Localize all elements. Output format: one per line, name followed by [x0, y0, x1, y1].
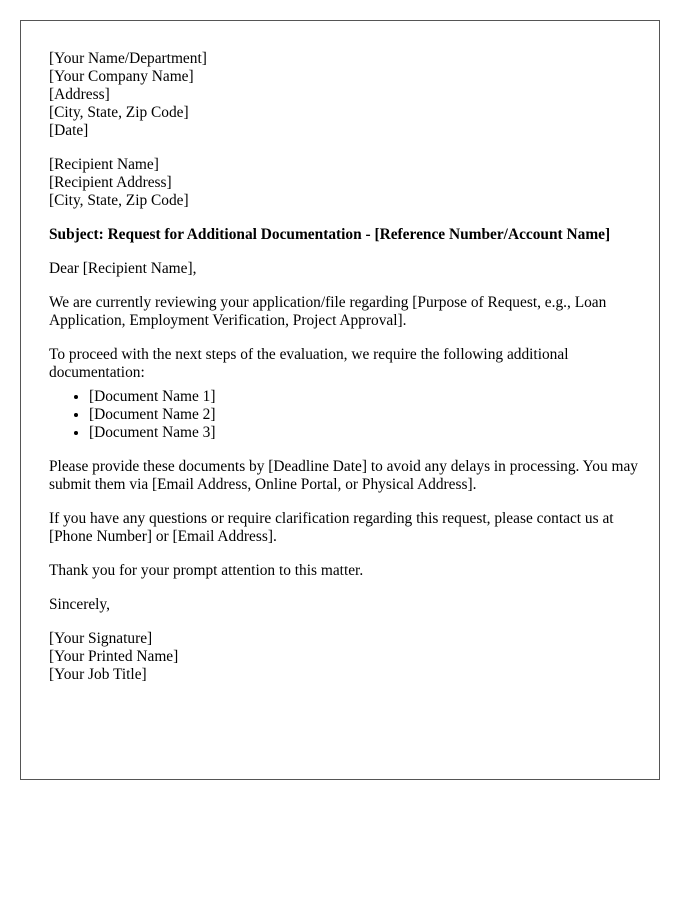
- intro-paragraph: We are currently reviewing your application/file regarding [Purpose of Request, e.g., Loan Application, Employment Verification, Project Approval].: [49, 294, 607, 329]
- signature-block: [49, 630, 641, 684]
- recipient-city-state-zip: [City, State, Zip Code]: [49, 192, 189, 209]
- closing: Sincerely,: [49, 596, 110, 613]
- thanks-paragraph: Thank you for your prompt attention to this matter.: [49, 562, 364, 579]
- document-list-item: • [Document Name 2]: [89, 406, 641, 424]
- printed-name: [Your Printed Name]: [49, 648, 179, 665]
- document-list-item: • [Document Name 3]: [89, 424, 641, 442]
- subject-line: Subject: Request for Additional Documentation - [Reference Number/Account Name]: [49, 226, 611, 243]
- requirement-paragraph: To proceed with the next steps of the evaluation, we require the following additional documentation:: [49, 346, 569, 381]
- letter-page: [20, 20, 660, 780]
- sender-block: [49, 50, 641, 140]
- sender-company: [Your Company Name]: [49, 68, 194, 85]
- recipient-block: [49, 156, 641, 210]
- document-list: [49, 388, 641, 442]
- recipient-address: [Recipient Address]: [49, 174, 172, 191]
- document-list-item: • [Document Name 1]: [89, 388, 641, 406]
- job-title: [Your Job Title]: [49, 666, 147, 683]
- recipient-name: [Recipient Name]: [49, 156, 159, 173]
- signature-placeholder: [Your Signature]: [49, 630, 153, 647]
- sender-city-state-zip: [City, State, Zip Code]: [49, 104, 189, 121]
- sender-name-department: [Your Name/Department]: [49, 50, 207, 67]
- letter-date: [Date]: [49, 122, 89, 139]
- questions-paragraph: If you have any questions or require clarification regarding this request, please contact us at [Phone Number] or [Email Address].: [49, 510, 614, 545]
- deadline-paragraph: Please provide these documents by [Deadline Date] to avoid any delays in processing. You may submit them via [Email Address, Online Portal, or Physical Address].: [49, 458, 638, 493]
- letter-content: [49, 50, 641, 684]
- salutation: Dear [Recipient Name],: [49, 260, 197, 277]
- sender-address: [Address]: [49, 86, 110, 103]
